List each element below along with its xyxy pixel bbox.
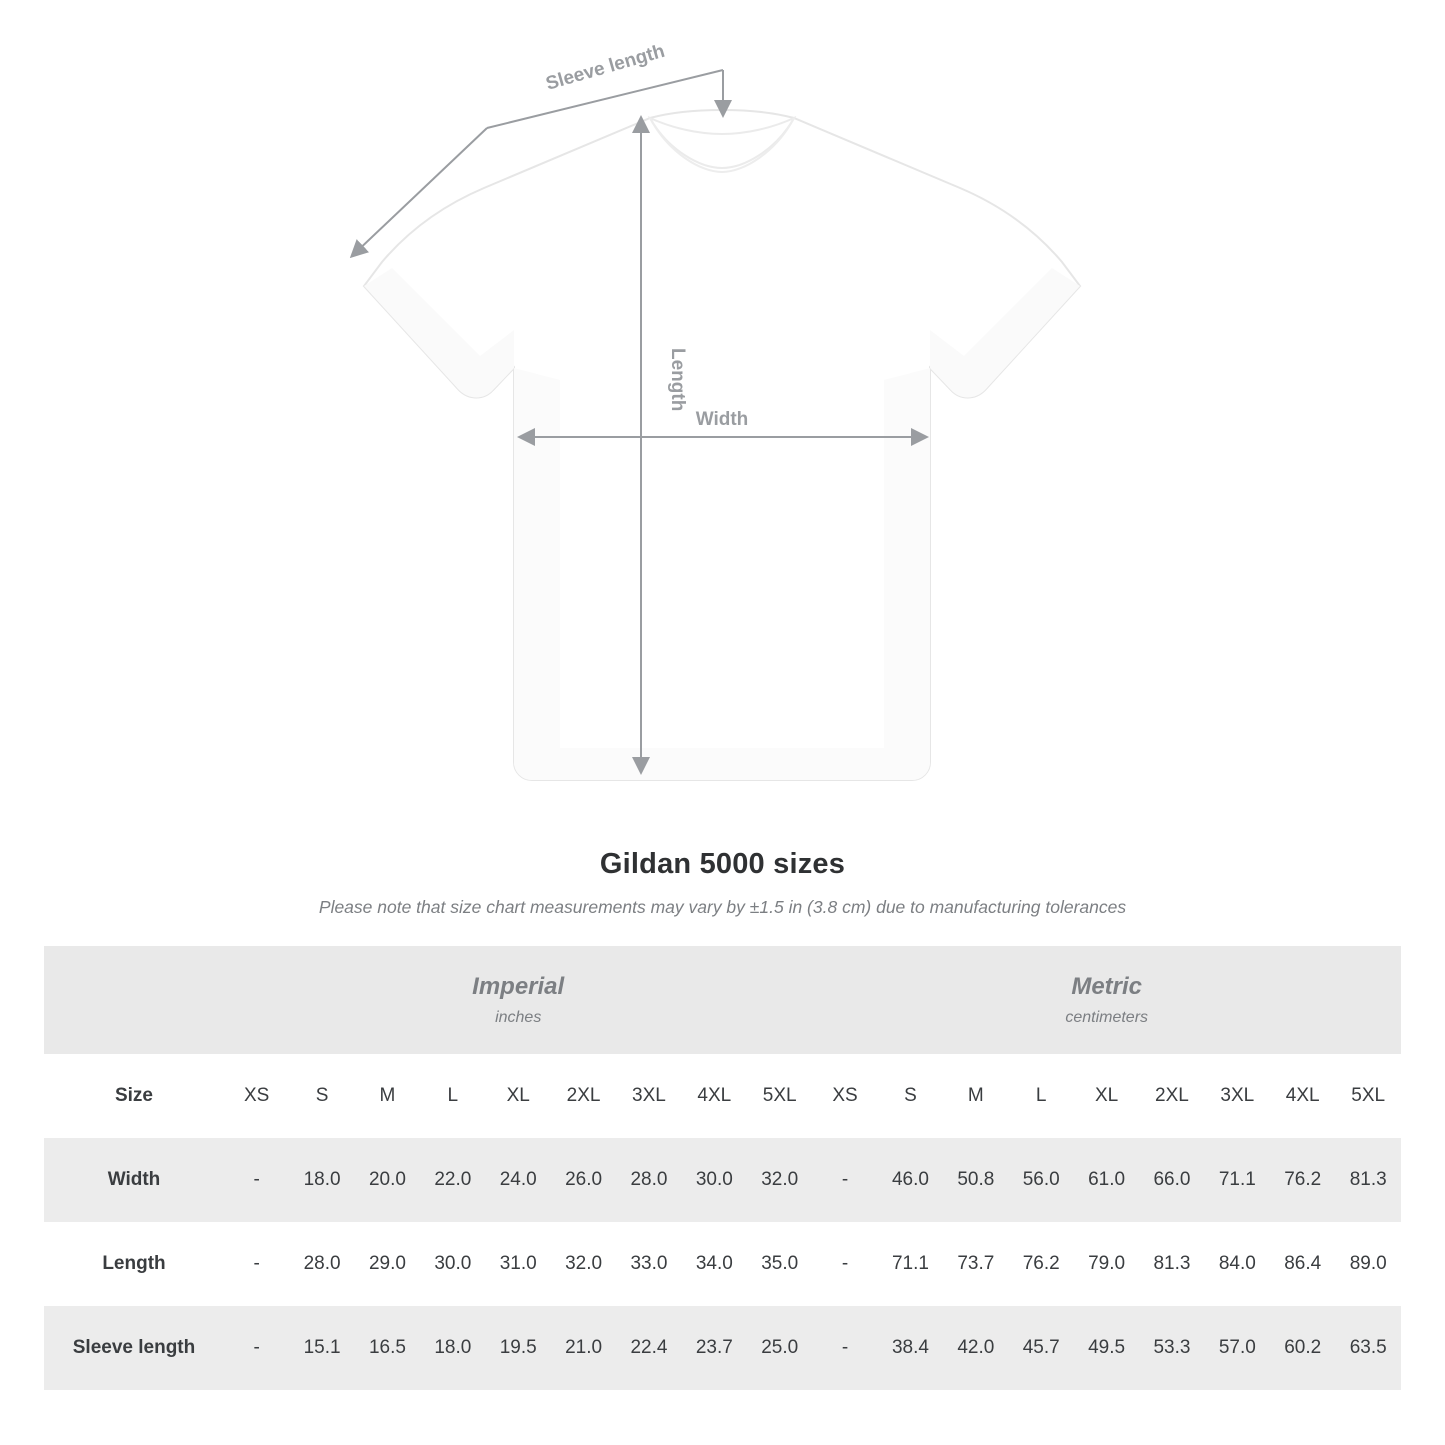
cell-length-met-5: 81.3 [1139,1222,1204,1306]
cell-length-met-0: - [812,1222,877,1306]
size-header-metric-4xl: 4XL [1270,1054,1335,1138]
cell-length-imp-3: 30.0 [420,1222,485,1306]
size-header-imperial-3xl: 3XL [616,1054,681,1138]
cell-width-imp-7: 30.0 [682,1138,747,1222]
cell-sleeve-imp-2: 16.5 [355,1306,420,1390]
cell-sleeve-met-3: 45.7 [1009,1306,1074,1390]
row-label-sleeve-length: Sleeve length [44,1306,224,1390]
cell-length-met-6: 84.0 [1205,1222,1270,1306]
cell-width-met-4: 61.0 [1074,1138,1139,1222]
cell-length-met-4: 79.0 [1074,1222,1139,1306]
imperial-sub-label: inches [495,1009,542,1026]
size-table-wrap [44,946,1401,1390]
cell-sleeve-met-2: 42.0 [943,1306,1008,1390]
cell-length-met-1: 71.1 [878,1222,943,1306]
size-header-imperial-5xl: 5XL [747,1054,812,1138]
cell-length-imp-6: 33.0 [616,1222,681,1306]
unit-header-spacer [44,946,224,1054]
cell-length-imp-7: 34.0 [682,1222,747,1306]
size-header-metric-3xl: 3XL [1205,1054,1270,1138]
tshirt-shape [364,110,1080,780]
cell-length-imp-8: 35.0 [747,1222,812,1306]
cell-sleeve-met-8: 63.5 [1335,1306,1401,1390]
metric-label: Metric [1071,973,1143,1000]
imperial-label: Imperial [472,973,565,1000]
size-header-imperial-xs: XS [224,1054,289,1138]
cell-width-met-2: 50.8 [943,1138,1008,1222]
size-header-imperial-l: L [420,1054,485,1138]
cell-sleeve-imp-6: 22.4 [616,1306,681,1390]
width-label: Width [695,409,749,430]
unit-header-imperial [224,946,812,1054]
size-header-metric-l: L [1009,1054,1074,1138]
cell-length-met-8: 89.0 [1335,1222,1401,1306]
cell-sleeve-imp-0: - [224,1306,289,1390]
row-label-length: Length [44,1222,224,1306]
size-header-metric-xs: XS [812,1054,877,1138]
cell-width-imp-6: 28.0 [616,1138,681,1222]
cell-width-imp-1: 18.0 [289,1138,354,1222]
size-header-metric-2xl: 2XL [1139,1054,1204,1138]
cell-sleeve-met-4: 49.5 [1074,1306,1139,1390]
table-row [44,1222,1401,1306]
cell-width-imp-0: - [224,1138,289,1222]
cell-length-imp-5: 32.0 [551,1222,616,1306]
cell-sleeve-imp-8: 25.0 [747,1306,812,1390]
cell-sleeve-met-5: 53.3 [1139,1306,1204,1390]
cell-width-met-8: 81.3 [1335,1138,1401,1222]
size-table [44,946,1401,1390]
cell-sleeve-imp-3: 18.0 [420,1306,485,1390]
cell-width-imp-2: 20.0 [355,1138,420,1222]
cell-sleeve-imp-5: 21.0 [551,1306,616,1390]
cell-width-met-0: - [812,1138,877,1222]
cell-width-met-7: 76.2 [1270,1138,1335,1222]
cell-length-imp-2: 29.0 [355,1222,420,1306]
length-label: Length [667,348,688,412]
cell-width-imp-4: 24.0 [486,1138,551,1222]
cell-length-met-2: 73.7 [943,1222,1008,1306]
size-header-row [44,1054,1401,1138]
size-header-imperial-xl: XL [486,1054,551,1138]
metric-sub-label: centimeters [1065,1009,1149,1026]
cell-sleeve-met-0: - [812,1306,877,1390]
size-header-imperial-s: S [289,1054,354,1138]
table-row [44,1306,1401,1390]
cell-width-imp-5: 26.0 [551,1138,616,1222]
page-title: Gildan 5000 sizes [599,848,846,880]
cell-length-imp-1: 28.0 [289,1222,354,1306]
row-label-width: Width [44,1138,224,1222]
chart-heading [0,848,1445,918]
cell-sleeve-met-7: 60.2 [1270,1306,1335,1390]
cell-width-imp-3: 22.0 [420,1138,485,1222]
cell-sleeve-imp-1: 15.1 [289,1306,354,1390]
cell-length-met-7: 86.4 [1270,1222,1335,1306]
unit-header-row [44,946,1401,1054]
cell-length-met-3: 76.2 [1009,1222,1074,1306]
cell-width-met-5: 66.0 [1139,1138,1204,1222]
cell-length-imp-0: - [224,1222,289,1306]
tolerance-note: Please note that size chart measurements may vary by ±1.5 in (3.8 cm) due to manufacturing tolerances [318,897,1127,917]
size-header-imperial-m: M [355,1054,420,1138]
size-header-imperial-4xl: 4XL [682,1054,747,1138]
sleeve-length-label: Sleeve length [543,40,668,95]
size-header-metric-m: M [943,1054,1008,1138]
cell-sleeve-imp-4: 19.5 [486,1306,551,1390]
cell-sleeve-met-6: 57.0 [1205,1306,1270,1390]
cell-sleeve-met-1: 38.4 [878,1306,943,1390]
size-header-imperial-2xl: 2XL [551,1054,616,1138]
cell-sleeve-imp-7: 23.7 [682,1306,747,1390]
unit-header-metric [812,946,1401,1054]
size-header-metric-s: S [878,1054,943,1138]
size-header-label: Size [44,1054,224,1138]
cell-width-met-3: 56.0 [1009,1138,1074,1222]
cell-length-imp-4: 31.0 [486,1222,551,1306]
size-header-metric-xl: XL [1074,1054,1139,1138]
cell-width-met-6: 71.1 [1205,1138,1270,1222]
cell-width-imp-8: 32.0 [747,1138,812,1222]
table-row [44,1138,1401,1222]
cell-width-met-1: 46.0 [878,1138,943,1222]
size-header-metric-5xl: 5XL [1335,1054,1401,1138]
